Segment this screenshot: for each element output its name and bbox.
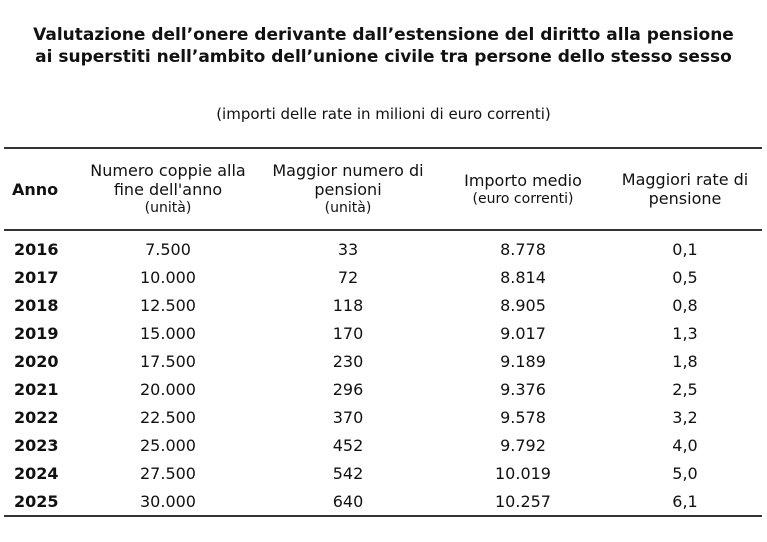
header-importo <box>438 148 608 230</box>
cell-rate: 2,5 <box>672 379 698 399</box>
cell-anno: 2016 <box>14 239 59 259</box>
title-line-1: Valutazione dell’onere derivante dall’estensione del diritto alla pensione <box>33 25 734 45</box>
units-note: (importi delle rate in milioni di euro correnti) <box>216 105 551 123</box>
cell-importo: 9.578 <box>500 407 546 427</box>
table-row <box>4 319 762 347</box>
table-row <box>4 431 762 459</box>
title-line-2: ai superstiti nell’ambito dell’unione civile tra persone dello stesso sesso <box>35 47 732 67</box>
cell-importo: 8.778 <box>500 239 546 259</box>
cell-importo: 9.792 <box>500 435 546 455</box>
cell-pensioni: 72 <box>337 267 359 287</box>
header-coppie <box>78 148 258 230</box>
cell-coppie: 15.000 <box>140 323 196 343</box>
cell-rate: 3,2 <box>672 407 698 427</box>
cell-coppie: 17.500 <box>140 351 196 371</box>
cell-pensioni: 296 <box>332 379 364 399</box>
cell-rate: 1,8 <box>672 351 698 371</box>
header-anno: Anno <box>12 179 59 199</box>
table-row <box>4 347 762 375</box>
cell-pensioni: 230 <box>332 351 364 371</box>
cell-anno: 2020 <box>14 351 59 371</box>
cell-anno: 2019 <box>14 323 59 343</box>
cell-importo: 8.814 <box>500 267 546 287</box>
data-table-container <box>4 147 762 517</box>
header-importo-unit: (euro correnti) <box>472 190 574 207</box>
cell-anno: 2021 <box>14 379 59 399</box>
cell-importo: 9.017 <box>500 323 546 343</box>
header-coppie-unit: (unità) <box>144 200 192 216</box>
cell-coppie: 7.500 <box>145 239 191 259</box>
table-row <box>4 487 762 516</box>
cell-anno: 2024 <box>14 463 59 483</box>
cell-pensioni: 170 <box>332 323 364 343</box>
header-rate-label: Maggiori rate di pensione <box>621 170 749 208</box>
pension-cost-table <box>4 147 762 517</box>
header-row <box>4 148 762 230</box>
header-pensioni <box>258 148 438 230</box>
cell-pensioni: 118 <box>332 295 364 315</box>
cell-coppie: 10.000 <box>140 267 196 287</box>
cell-importo: 8.905 <box>500 295 546 315</box>
cell-pensioni: 370 <box>332 407 364 427</box>
cell-anno: 2025 <box>14 491 59 511</box>
cell-rate: 5,0 <box>672 463 698 483</box>
cell-rate: 6,1 <box>672 491 698 511</box>
table-row <box>4 263 762 291</box>
table-row <box>4 403 762 431</box>
cell-coppie: 25.000 <box>140 435 196 455</box>
cell-importo: 9.376 <box>500 379 546 399</box>
table-row <box>4 375 762 403</box>
cell-anno: 2017 <box>14 267 59 287</box>
page-title <box>0 24 767 68</box>
cell-rate: 0,1 <box>672 239 698 259</box>
cell-importo: 9.189 <box>500 351 546 371</box>
table-row <box>4 291 762 319</box>
cell-rate: 1,3 <box>672 323 698 343</box>
cell-pensioni: 33 <box>337 239 359 259</box>
table-header <box>4 148 762 230</box>
cell-coppie: 27.500 <box>140 463 196 483</box>
cell-coppie: 12.500 <box>140 295 196 315</box>
cell-importo: 10.257 <box>495 491 551 511</box>
cell-pensioni: 640 <box>332 491 364 511</box>
table-body <box>4 230 762 516</box>
cell-pensioni: 452 <box>332 435 364 455</box>
cell-rate: 0,5 <box>672 267 698 287</box>
header-pensioni-label: Maggior numero di pensioni <box>272 161 424 199</box>
cell-coppie: 20.000 <box>140 379 196 399</box>
cell-anno: 2022 <box>14 407 59 427</box>
header-importo-label: Importo medio <box>464 170 582 190</box>
cell-coppie: 30.000 <box>140 491 196 511</box>
cell-coppie: 22.500 <box>140 407 196 427</box>
cell-importo: 10.019 <box>495 463 551 483</box>
header-coppie-label: Numero coppie alla fine dell'anno <box>90 161 246 199</box>
header-pensioni-unit: (unità) <box>324 200 372 216</box>
table-row <box>4 459 762 487</box>
cell-pensioni: 542 <box>332 463 364 483</box>
header-rate <box>608 148 762 230</box>
table-row <box>4 230 762 263</box>
cell-rate: 0,8 <box>672 295 698 315</box>
cell-anno: 2023 <box>14 435 59 455</box>
cell-rate: 4,0 <box>672 435 698 455</box>
cell-anno: 2018 <box>14 295 59 315</box>
